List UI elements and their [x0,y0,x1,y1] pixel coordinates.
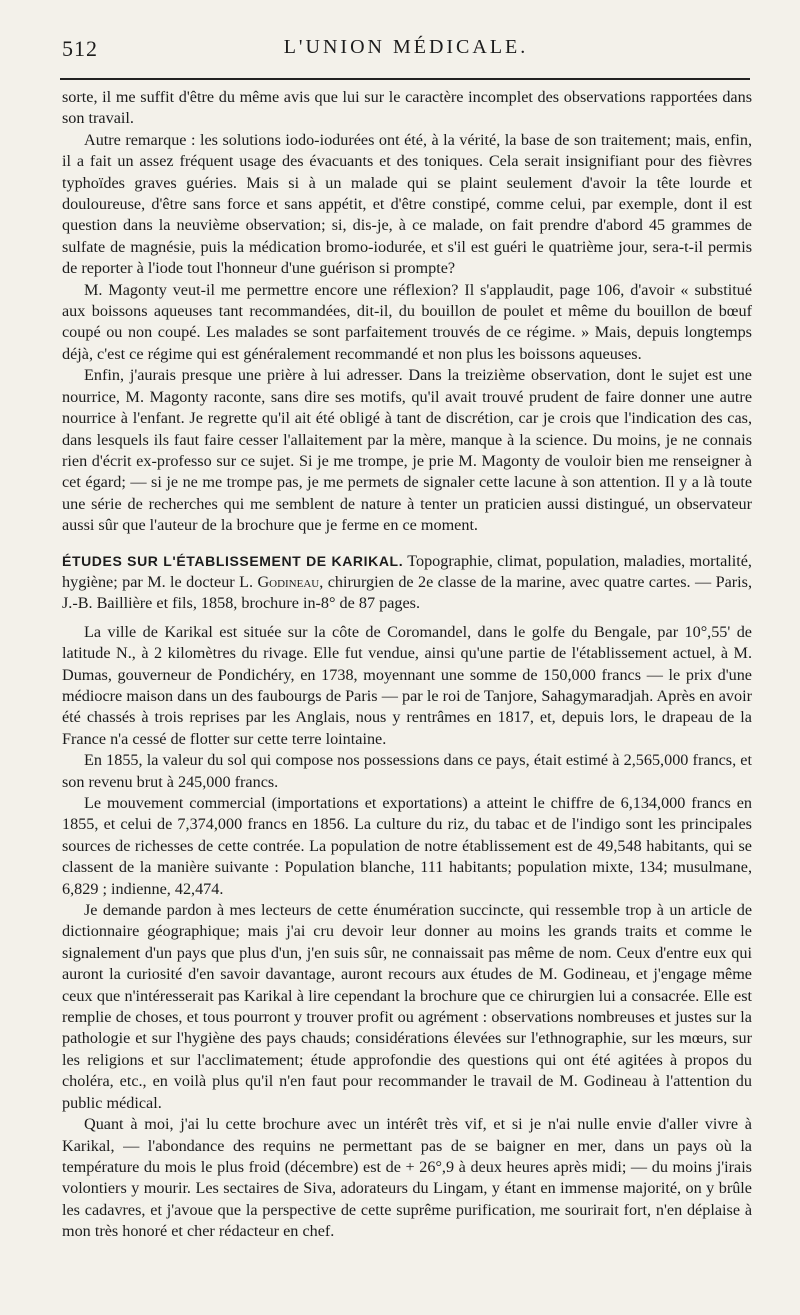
paragraph: Je demande pardon à mes lecteurs de cette énumération succincte, qui ressemble trop à un article de dictionnaire géographique; mais j'ai cru devoir leur donner au moins les grands traits et comme le signalement d'un pays que plus d'un, j'en suis sûr, ne connaissait pas même de nom. Ceux d'entre eux qui auront la curiosité d'en savoir davantage, auront recours aux études de M. Godineau, et j'engage même ceux que n'intéresserait pas Karikal à lire cependant la brochure que ce chirurgien lui a consacrée. Elle est remplie de choses, et tous pourront y trouver profit ou agrément : observations nombreuses et justes sur la pathologie et sur l'hygiène des pays chauds; considérations élevées sur l'ethnographie, sur les mœurs, sur les religions et sur l'acclimatement; étude approfondie des questions qui ont été agitées à propos du choléra, etc., en voilà plus qu'il n'en faut pour recommander le travail de M. Godineau à l'attention du public médical. [62,901,752,1112]
header-rule [60,78,750,80]
page-number: 512 [62,36,98,61]
review-author: Godineau, [257,572,324,591]
running-title: L'UNION MÉDICALE. [283,36,529,58]
paragraph: Le mouvement commercial (importations et exportations) a atteint le chiffre de 6,134,000 francs en 1855, et celui de 7,374,000 francs en 1856. La culture du riz, du tabac et de l'indigo sont les principales sources de richesses de cette contrée. La population de notre établissement est de 49,548 habitants, qui se classent de la manière suivante : Population blanche, 111 habitants; population mixte, 134; musulmane, 6,829 ; indienne, 42,474. [62,794,752,898]
article-text [62,87,752,1243]
paragraph: La ville de Karikal est située sur la côte de Coromandel, dans le golfe du Bengale, par 10°,55' de latitude N., à 2 kilomètres du rivage. Elle fut vendue, ainsi qu'une partie de l'établissement actuel, à M. Dumas, gouverneur de Pondichéry, en 1738, moyennant une somme de 150,000 francs — le prix d'une médiocre maison dans un des faubourgs de Paris — par le roi de Tanjore, Sahagymaradjah. Après en avoir été chassés à trois reprises par les Anglais, nous y rentrâmes en 1817, et, depuis lors, le drapeau de la France n'a cessé de flotter sur cette terre lointaine. [62,622,752,748]
paragraph: M. Magonty veut-il me permettre encore une réflexion? Il s'applaudit, page 106, d'avoir « substitué aux boissons aqueuses tant recommandées, dit-il, du bouillon de poulet et même du bouillon de bœuf coupé ou non coupé. Les malades se sont parfaitement trouvés de ce régime. » Mais, depuis longtemps déjà, c'est ce régime qui est généralement recommandé et non plus les boissons aqueuses. [62,280,752,363]
review-heading [62,551,752,615]
review-subjects: Topographie, climat, population, maladies, mortalité, hygiène; par M. le docteur L. [62,551,752,591]
review-title: ÉTUDES SUR L'ÉTABLISSEMENT DE KARIKAL. [62,552,404,569]
page-header [62,36,750,76]
paragraph: En 1855, la valeur du sol qui compose nos possessions dans ce pays, était estimé à 2,565,000 francs, et son revenu brut à 245,000 francs. [62,751,752,791]
paragraph: Enfin, j'aurais presque une prière à lui adresser. Dans la treizième observation, dont le sujet est une nourrice, M. Magonty raconte, sans dire ses motifs, qu'il avait trouvé prudent de faire donner une autre nourrice à l'enfant. Je regrette qu'il ait été obligé à tant de discrétion, car je crois que l'indication des cas, dans lesquels ils faut faire cesser l'allaitement par la mère, manque à la science. Du moins, je ne connais rien d'écrit ex-professo sur ce sujet. Si je me trompe, je prie M. Magonty de vouloir bien me renseigner à cet égard; — si je ne me trompe pas, je me permets de signaler cette lacune à son attention. Il y a là toute une série de recherches qui me semblent de nature à tenter un praticien aussi distingué, un observateur aussi sûr que l'auteur de la brochure que je ferme en ce moment. [62,366,752,535]
paragraph: Quant à moi, j'ai lu cette brochure avec un intérêt très vif, et si je n'ai nulle envie d'aller vivre à Karikal, — l'abondance des requins ne permettant pas de se baigner en mer, dans un pays où la température du mois le plus froid (décembre) est de + 26°,9 à deux heures après midi; — du moins j'irais volontiers y mourir. Les sectaires de Siva, adorateurs du Lingam, y étant en immense majorité, on y brûle les cadavres, et j'avoue que la perspective de cette suprême purification, me sourirait fort, n'en déplaise à mon très honoré et cher rédacteur en chef. [62,1115,752,1241]
section-gap [62,615,752,622]
section-gap [62,537,752,544]
paragraph: sorte, il me suffit d'être du même avis que lui sur le caractère incomplet des observations rapportées dans son travail. [62,88,752,128]
review-details: chirurgien de 2e classe de la marine, avec quatre cartes. — Paris, J.-B. Baillière et fils, 1858, brochure in-8° de 87 pages. [62,572,752,613]
paragraph: Autre remarque : les solutions iodo-iodurées ont été, à la vérité, la base de son traitement; mais, enfin, il a fait un assez fréquent usage des évacuants et des toniques. Cela serait insignifiant pour des fièvres typhoïdes graves guéries. Mais si à un malade qui se plaint seulement d'avoir la tête lourde et douloureuse, d'être sans force et sans appétit, et d'être constipé, comme celui, par exemple, dont il est question dans la neuvième observation; si, dis-je, à ce malade, on fait prendre d'abord 45 grammes de sulfate de magnésie, puis la médication bromo-iodurée, et s'il est guéri le quatrième jour, sera-t-il permis de reporter à l'iode tout l'honneur d'une guérison si prompte? [62,130,752,278]
